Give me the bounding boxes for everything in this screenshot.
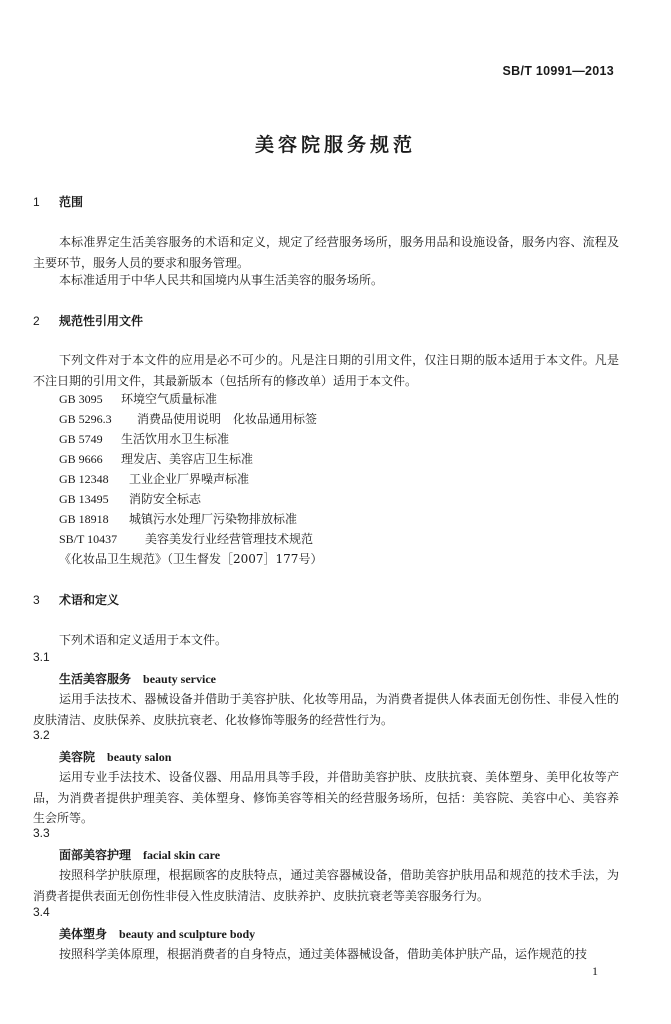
reference-item xyxy=(59,430,229,447)
section-2-heading xyxy=(33,312,143,329)
reference-item xyxy=(59,510,297,527)
section-1-paragraph-2: 本标准适用于中华人民共和国境内从事生活美容的服务场所。 xyxy=(59,273,384,287)
term-heading xyxy=(59,748,171,765)
term-en: beauty and sculpture body xyxy=(119,927,256,941)
reference-code: GB 12348 xyxy=(59,472,109,486)
reference-item xyxy=(59,450,253,467)
reference-title: 《化妆品卫生规范》（卫生督发［2007］177号） xyxy=(59,552,323,566)
term-heading xyxy=(59,670,216,687)
reference-title: 城镇污水处理厂污染物排放标准 xyxy=(129,512,298,526)
clause-number: 3.1 xyxy=(33,650,50,664)
reference-code: GB 5749 xyxy=(59,432,103,446)
reference-title: 理发店、美容店卫生标准 xyxy=(121,452,254,466)
section-2-intro: 下列文件对于本文件的应用是必不可少的。凡是注日期的引用文件，仅注日期的版本适用于本文件。凡是不注日期的引用文件，其最新版本（包括所有的修改单）适用于本文件。 xyxy=(33,353,619,388)
section-number: 2 xyxy=(33,314,40,328)
reference-title: 消防安全标志 xyxy=(129,492,202,506)
reference-item xyxy=(59,410,317,427)
term-definition: 按照科学护肤原理，根据顾客的皮肤特点，通过美容器械设备，借助美容护肤用品和规范的技术手法，为消费者提供表面无创伤性非侵入性皮肤清洁、皮肤养护、皮肤抗衰老等美容服务行为。 xyxy=(33,868,619,903)
section-title: 术语和定义 xyxy=(59,593,120,607)
reference-title: 生活饮用水卫生标准 xyxy=(121,432,230,446)
term-zh: 美体塑身 xyxy=(59,927,108,941)
term-definition: 运用专业手法技术、设备仪器、用品用具等手段，并借助美容护肤、皮肤抗衰、美体塑身、美甲化妆等产品，为消费者提供护理美容、美体塑身、修饰美容等相关的经营服务场所，包括：美容院、美容中心、美容养生会所等。 xyxy=(33,770,619,825)
term-zh: 面部美容护理 xyxy=(59,848,132,862)
reference-item xyxy=(59,530,313,547)
reference-code: GB 5296.3 xyxy=(59,412,112,426)
term-zh: 生活美容服务 xyxy=(59,672,132,686)
reference-item xyxy=(59,490,201,507)
section-title: 范围 xyxy=(59,195,84,209)
clause-number: 3.3 xyxy=(33,826,50,840)
section-number: 1 xyxy=(33,195,40,209)
term-en: beauty service xyxy=(143,672,216,686)
section-3-heading xyxy=(33,591,119,608)
reference-title: 环境空气质量标准 xyxy=(121,392,218,406)
reference-code: GB 18918 xyxy=(59,512,109,526)
reference-title: 消费品使用说明 化妆品通用标签 xyxy=(137,412,318,426)
section-number: 3 xyxy=(33,593,40,607)
term-heading xyxy=(59,925,255,942)
section-title: 规范性引用文件 xyxy=(59,314,144,328)
term-heading xyxy=(59,846,220,863)
reference-title: 美容美发行业经营管理技术规范 xyxy=(145,532,314,546)
term-definition: 运用手法技术、器械设备并借助于美容护肤、化妆等用品，为消费者提供人体表面无创伤性、非侵入性的皮肤清洁、皮肤保养、皮肤抗衰老、化妆修饰等服务的经营性行为。 xyxy=(33,692,619,727)
reference-code: GB 9666 xyxy=(59,452,103,466)
page-number: 1 xyxy=(592,964,598,978)
reference-item xyxy=(59,470,249,487)
section-3-intro: 下列术语和定义适用于本文件。 xyxy=(59,633,228,647)
section-1-paragraph-1: 本标准界定生活美容服务的术语和定义，规定了经营服务场所，服务用品和设施设备，服务内容、流程及主要环节，服务人员的要求和服务管理。 xyxy=(33,235,619,270)
reference-item xyxy=(59,550,322,567)
reference-code: GB 13495 xyxy=(59,492,109,506)
section-1-heading xyxy=(33,193,83,210)
clause-number: 3.4 xyxy=(33,905,50,919)
clause-number: 3.2 xyxy=(33,728,50,742)
standard-number: SB/T 10991—2013 xyxy=(502,64,614,78)
term-definition: 按照科学美体原理，根据消费者的自身特点，通过美体器械设备，借助美体护肤产品，运作规范的技 xyxy=(59,947,588,961)
term-en: beauty salon xyxy=(107,750,172,764)
reference-item xyxy=(59,390,217,407)
term-zh: 美容院 xyxy=(59,750,96,764)
reference-title: 工业企业厂界噪声标准 xyxy=(129,472,250,486)
reference-code: SB/T 10437 xyxy=(59,532,118,546)
document-title: 美容院服务规范 xyxy=(254,134,416,156)
term-en: facial skin care xyxy=(143,848,221,862)
reference-code: GB 3095 xyxy=(59,392,103,406)
